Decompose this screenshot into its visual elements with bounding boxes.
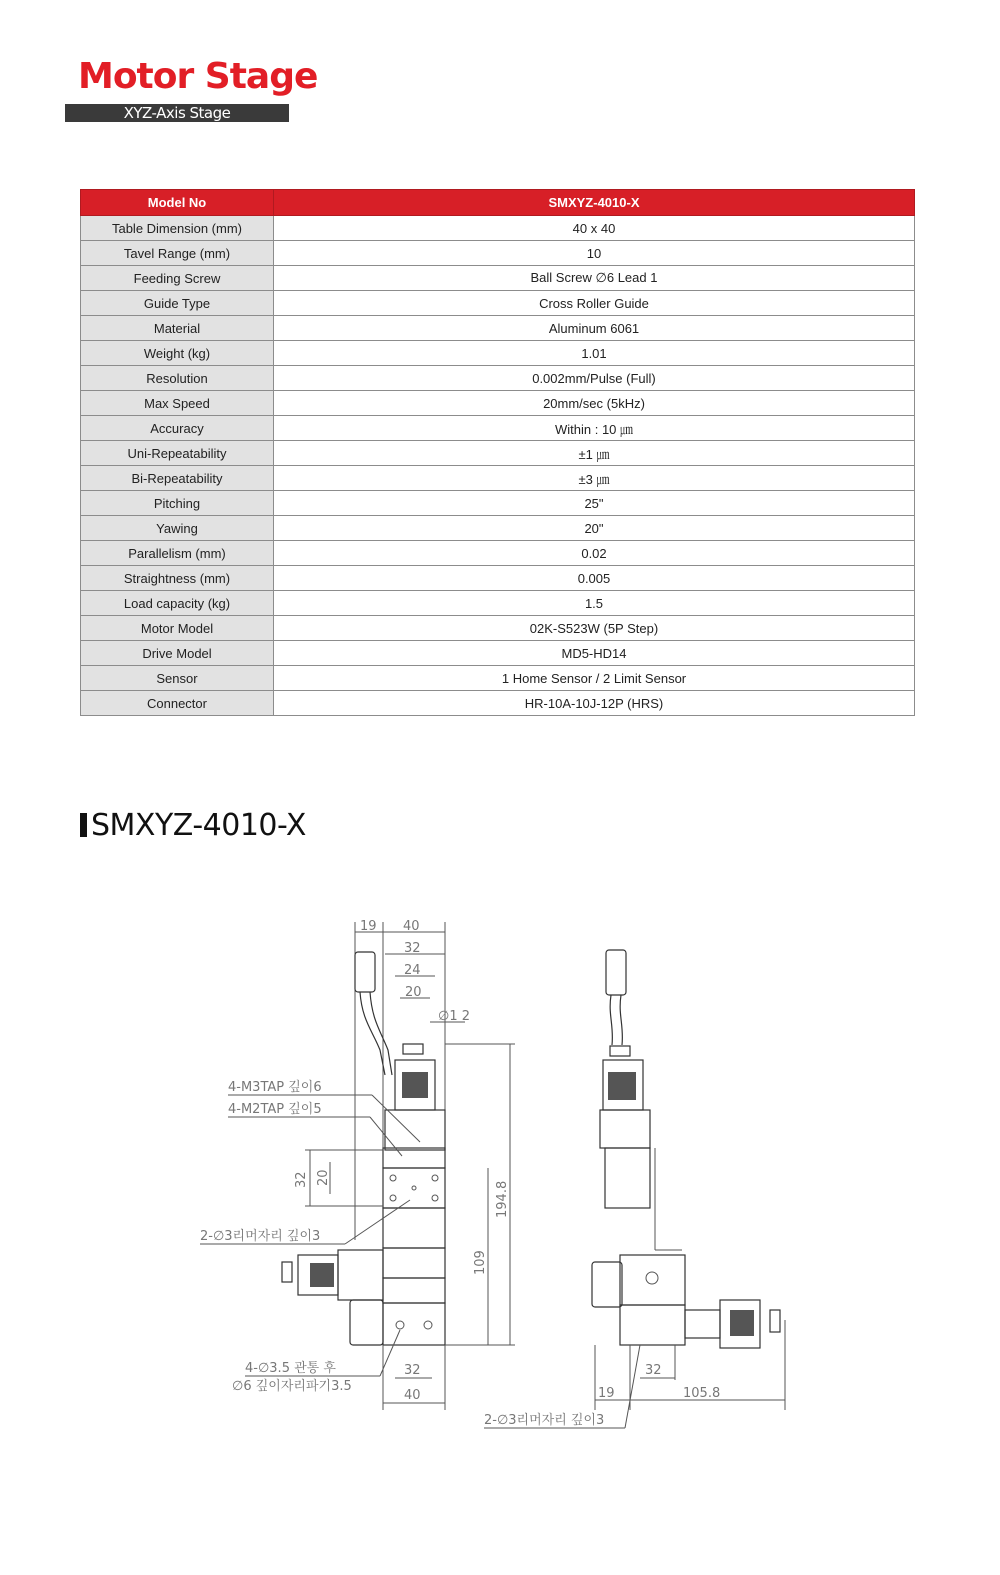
note-counterbore: ∅6 깊이자리파기3.5 bbox=[232, 1379, 352, 1394]
spec-row bbox=[81, 516, 915, 541]
spec-label: Weight (kg) bbox=[81, 341, 274, 366]
note-m3tap: 4-M3TAP 깊이6 bbox=[228, 1080, 322, 1095]
spec-row bbox=[81, 216, 915, 241]
spec-row bbox=[81, 391, 915, 416]
spec-value: 0.02 bbox=[274, 541, 915, 566]
spec-row bbox=[81, 291, 915, 316]
spec-label: Uni-Repeatability bbox=[81, 441, 274, 466]
spec-label: Yawing bbox=[81, 516, 274, 541]
spec-label: Bi-Repeatability bbox=[81, 466, 274, 491]
spec-row bbox=[81, 641, 915, 666]
technical-drawing bbox=[0, 900, 1000, 1460]
spec-label: Resolution bbox=[81, 366, 274, 391]
spec-label: Material bbox=[81, 316, 274, 341]
spec-label: Max Speed bbox=[81, 391, 274, 416]
spec-label: Tavel Range (mm) bbox=[81, 241, 274, 266]
spec-row bbox=[81, 416, 915, 441]
spec-value: 1 Home Sensor / 2 Limit Sensor bbox=[274, 666, 915, 691]
dim-40-bottom: 40 bbox=[404, 1388, 421, 1403]
spec-value: ±3 ㎛ bbox=[274, 466, 915, 491]
spec-label: Parallelism (mm) bbox=[81, 541, 274, 566]
dim-109: 109 bbox=[473, 1250, 488, 1275]
spec-label: Accuracy bbox=[81, 416, 274, 441]
spec-label: Load capacity (kg) bbox=[81, 591, 274, 616]
dim-194-8: 194.8 bbox=[495, 1180, 510, 1218]
spec-value: 0.005 bbox=[274, 566, 915, 591]
spec-value: MD5-HD14 bbox=[274, 641, 915, 666]
spec-value: 40 x 40 bbox=[274, 216, 915, 241]
dim-dia12: ∅1 2 bbox=[438, 1009, 470, 1024]
spec-table bbox=[80, 189, 915, 716]
front-view bbox=[200, 919, 515, 1410]
dim-32-bottom: 32 bbox=[404, 1363, 421, 1378]
spec-row bbox=[81, 666, 915, 691]
dim-20-top: 20 bbox=[405, 985, 422, 1000]
spec-value: 20" bbox=[274, 516, 915, 541]
dim-19: 19 bbox=[360, 919, 377, 934]
brand-subtitle: XYZ-Axis Stage bbox=[65, 104, 289, 122]
spec-row bbox=[81, 566, 915, 591]
note-reamer-side: 2-∅3리머자리 깊이3 bbox=[484, 1413, 605, 1428]
spec-value: 1.5 bbox=[274, 591, 915, 616]
spec-row bbox=[81, 591, 915, 616]
spec-row bbox=[81, 241, 915, 266]
spec-row bbox=[81, 266, 915, 291]
dim-32-left: 32 bbox=[294, 1171, 309, 1188]
note-thru-hole: 4-∅3.5 관통 후 bbox=[245, 1361, 336, 1376]
dim-105-8: 105.8 bbox=[683, 1386, 721, 1401]
spec-value: ±1 ㎛ bbox=[274, 441, 915, 466]
spec-header-label: Model No bbox=[81, 190, 274, 216]
section-title bbox=[80, 808, 306, 843]
spec-label: Pitching bbox=[81, 491, 274, 516]
spec-label: Table Dimension (mm) bbox=[81, 216, 274, 241]
spec-row bbox=[81, 541, 915, 566]
spec-label: Guide Type bbox=[81, 291, 274, 316]
dim-40-top: 40 bbox=[403, 919, 420, 934]
section-bar bbox=[80, 813, 87, 837]
spec-label: Straightness (mm) bbox=[81, 566, 274, 591]
dim-32-top: 32 bbox=[404, 941, 421, 956]
spec-row bbox=[81, 616, 915, 641]
spec-label: Drive Model bbox=[81, 641, 274, 666]
spec-header-row bbox=[81, 190, 915, 216]
spec-label: Connector bbox=[81, 691, 274, 716]
spec-value: HR-10A-10J-12P (HRS) bbox=[274, 691, 915, 716]
note-reamer-front: 2-∅3리머자리 깊이3 bbox=[200, 1229, 321, 1244]
dim-19-side: 19 bbox=[598, 1386, 615, 1401]
spec-row bbox=[81, 691, 915, 716]
side-view bbox=[484, 950, 785, 1428]
spec-row bbox=[81, 366, 915, 391]
spec-value: 20mm/sec (5kHz) bbox=[274, 391, 915, 416]
spec-value: 02K-S523W (5P Step) bbox=[274, 616, 915, 641]
spec-row bbox=[81, 441, 915, 466]
brand-title: Motor Stage bbox=[78, 56, 318, 97]
spec-row bbox=[81, 316, 915, 341]
spec-label: Motor Model bbox=[81, 616, 274, 641]
spec-row bbox=[81, 491, 915, 516]
dim-24: 24 bbox=[404, 963, 421, 978]
spec-value: 25" bbox=[274, 491, 915, 516]
spec-row bbox=[81, 466, 915, 491]
spec-value: Cross Roller Guide bbox=[274, 291, 915, 316]
spec-label: Sensor bbox=[81, 666, 274, 691]
spec-row bbox=[81, 341, 915, 366]
section-title-text: SMXYZ-4010-X bbox=[91, 808, 306, 843]
spec-value: Aluminum 6061 bbox=[274, 316, 915, 341]
spec-label: Feeding Screw bbox=[81, 266, 274, 291]
note-m2tap: 4-M2TAP 깊이5 bbox=[228, 1102, 322, 1117]
dim-20-left: 20 bbox=[316, 1169, 331, 1186]
spec-value: 10 bbox=[274, 241, 915, 266]
dim-32-side: 32 bbox=[645, 1363, 662, 1378]
spec-value: Ball Screw ∅6 Lead 1 bbox=[274, 266, 915, 291]
spec-header-value: SMXYZ-4010-X bbox=[274, 190, 915, 216]
spec-value: Within : 10 ㎛ bbox=[274, 416, 915, 441]
spec-value: 1.01 bbox=[274, 341, 915, 366]
spec-value: 0.002mm/Pulse (Full) bbox=[274, 366, 915, 391]
